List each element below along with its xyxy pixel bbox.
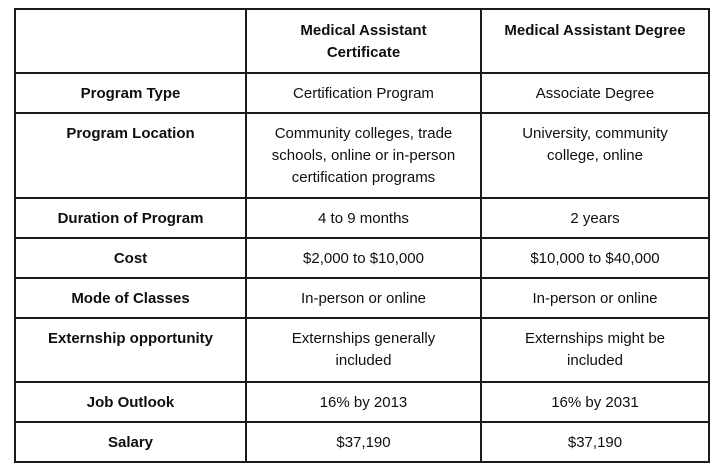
column-header-certificate: Medical Assistant Certificate	[246, 9, 481, 73]
row-label: Duration of Program	[15, 198, 246, 238]
row-label: Mode of Classes	[15, 278, 246, 318]
certificate-value: Certification Program	[246, 73, 481, 113]
degree-value: Externships might be included	[481, 318, 709, 382]
table-row-mode-of-classes	[15, 278, 709, 318]
column-header-degree: Medical Assistant Degree	[481, 9, 709, 73]
row-label: Cost	[15, 238, 246, 278]
certificate-value: 4 to 9 months	[246, 198, 481, 238]
column-header-empty	[15, 9, 246, 73]
degree-value: University, community college, online	[481, 113, 709, 198]
row-label: Program Type	[15, 73, 246, 113]
row-label: Externship opportunity	[15, 318, 246, 382]
table-row-externship	[15, 318, 709, 382]
row-label: Salary	[15, 422, 246, 462]
table-row-job-outlook	[15, 382, 709, 422]
certificate-value: Community colleges, trade schools, online or in-person certification programs	[246, 113, 481, 198]
row-label: Job Outlook	[15, 382, 246, 422]
degree-value: $10,000 to $40,000	[481, 238, 709, 278]
degree-value: $37,190	[481, 422, 709, 462]
certificate-value: In-person or online	[246, 278, 481, 318]
certificate-value: $2,000 to $10,000	[246, 238, 481, 278]
certificate-value: 16% by 2013	[246, 382, 481, 422]
table-row-program-location	[15, 113, 709, 198]
degree-value: Associate Degree	[481, 73, 709, 113]
row-label: Program Location	[15, 113, 246, 198]
table-row-salary	[15, 422, 709, 462]
table-row-duration	[15, 198, 709, 238]
certificate-value: $37,190	[246, 422, 481, 462]
certificate-value: Externships generally included	[246, 318, 481, 382]
table-row-cost	[15, 238, 709, 278]
degree-value: 2 years	[481, 198, 709, 238]
degree-value: 16% by 2031	[481, 382, 709, 422]
table-header-row	[15, 9, 709, 73]
comparison-table	[14, 8, 710, 463]
table-row-program-type	[15, 73, 709, 113]
degree-value: In-person or online	[481, 278, 709, 318]
